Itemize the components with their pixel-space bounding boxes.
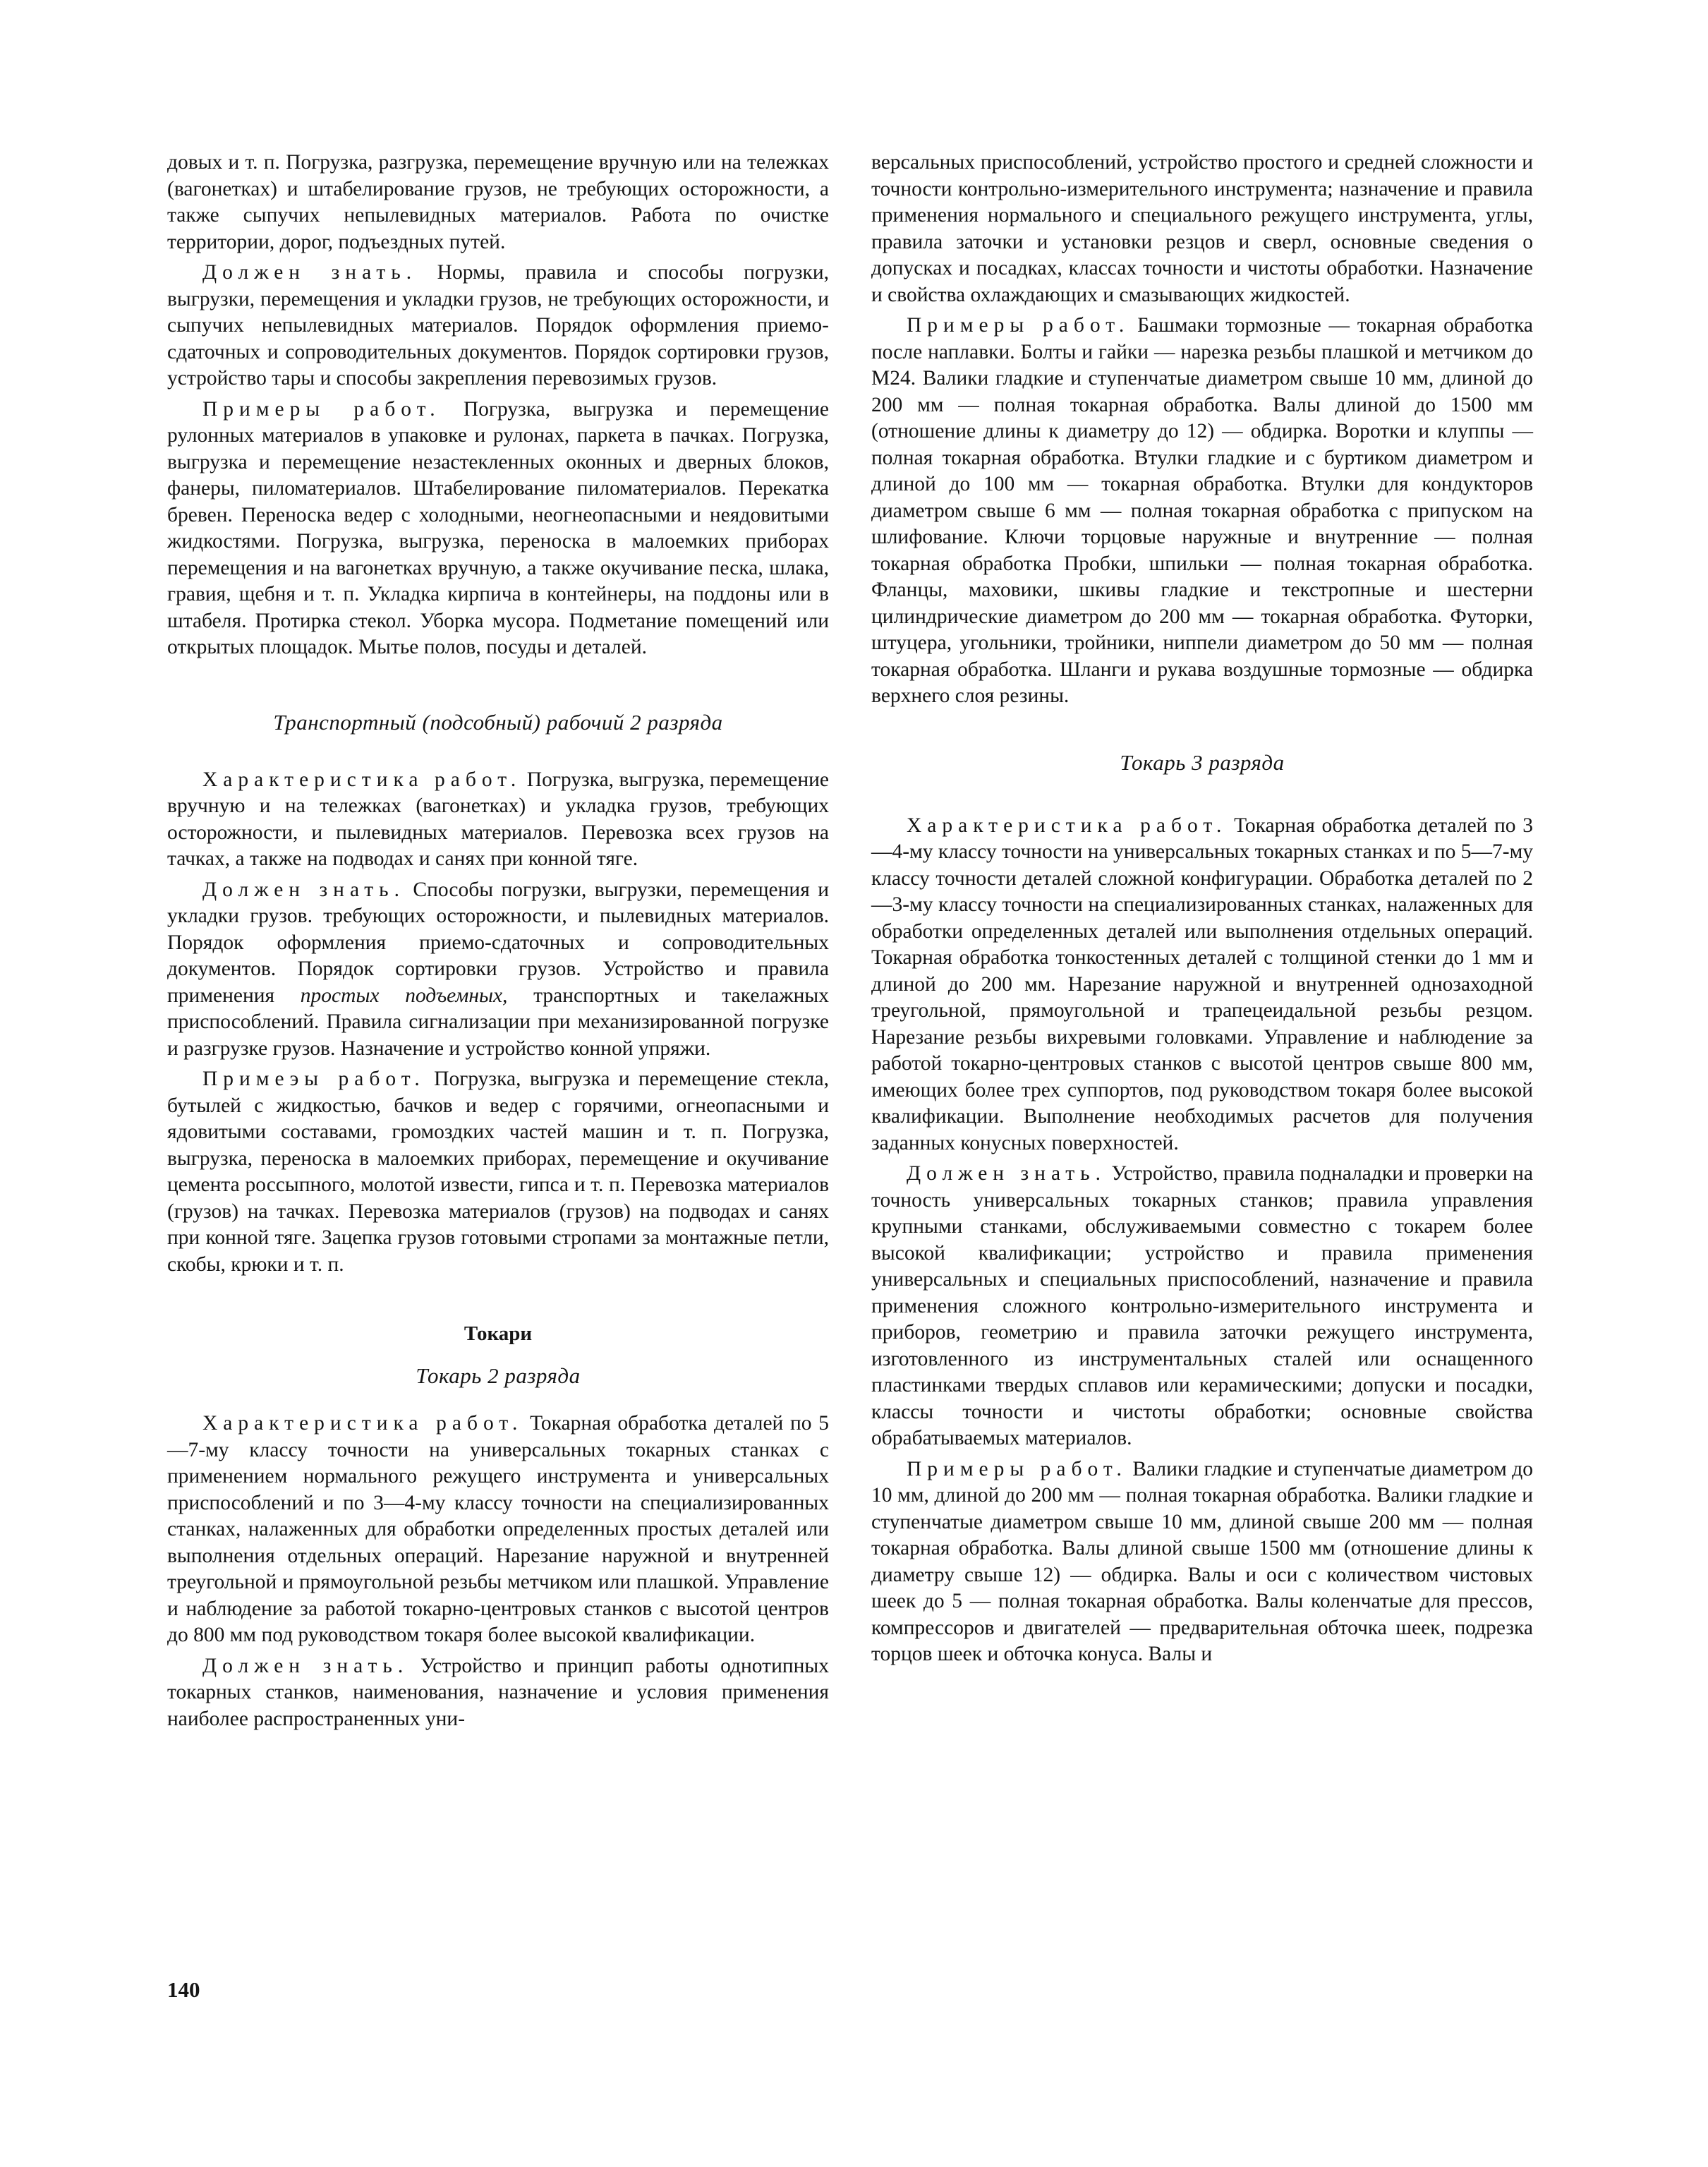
right-column — [871, 150, 1533, 1668]
intro-paragraph — [167, 150, 829, 255]
turner3-char-lead: Характеристика работ. — [907, 814, 1228, 837]
transport-examples-paragraph — [167, 1066, 829, 1278]
intro-text: довых и т. п. Погрузка, разгрузка, перемещение вручную или на тележках (вагонетках) и штабелирование грузов, не требующих осторожности, а также сыпучих непылевидных материалов. Работа по очистке территории, дорог, подъездных путей. — [167, 151, 829, 253]
knows-lead: Должен знать. — [202, 261, 418, 284]
turner3-knows-lead: Должен знать. — [907, 1162, 1106, 1185]
turner3-char-text: Токарная обработка деталей по 3—4-му классу точности на универсальных токарных станках и по 5—7-му классу точности деталей сложной конфигурации. Обработка деталей по 2—3-му классу точности на специализированных станках, налаженных для обработки определенных деталей или выполнения отдельных операций. Токарная обработка тонкостенных деталей с толщиной стенки до 1 мм и длиной до 200 мм. Нарезание наружной и внутренней однозаходной треугольной, прямоугольной и трапецеидальной резьбы резцом. Нарезание резьбы вихревыми головками. Управление и наблюдение за работой токарно-центровых станков с высотой центров свыше 800 мм, имеющих более трех суппортов, под руководством токаря более высокой квалификации. Выполнение необходимых расчетов для получения заданных конусных поверхностей. — [871, 814, 1533, 1154]
turner3-knows-text: Устройство, правила подналадки и проверки на точность универсальных токарных станков; правила управления крупными станками, обслуживаемыми совместно с токарем более высокой квалификации; устройство и правила применения универсальных и специальных приспособлений, назначение и правила применения сложного контрольно-измерительного инструмента и приборов, геометрию и правила заточки режущего инструмента, изготовленного из инструментальных сталей или оснащенного пластинками твердых сплавов или керамическими; допуски и посадки, классы точности и чистоты обработки; основные свойства обрабатываемых материалов. — [871, 1162, 1533, 1449]
turner2-char-paragraph — [167, 1411, 829, 1649]
examples-lead: Примеры работ. — [202, 397, 441, 421]
turner2-knows-text: Устройство и принцип работы однотипных токарных станков, наименования, назначение и условия применения наиболее распространенных уни- — [167, 1654, 829, 1730]
transport-char-text: Погрузка, выгрузка, перемещение вручную и на тележках (вагонетках) и укладка грузов, требующих осторожности, и пылевидных материалов. Перевозка всех грузов на тачках, а также на подводах и санях при конной тяге. — [167, 768, 829, 870]
turner2-examples-lead: Примеры работ. — [907, 314, 1130, 337]
transport-knows-text-a: Способы погрузки, выгрузки, перемещения и укладки грузов. требующих осторожности, и пылевидных материалов. Порядок оформления приемо-сдаточных и сопроводительных документов. Порядок сортировки грузов. Устройство и правила применения — [167, 878, 829, 1007]
page-number: 140 — [167, 1977, 200, 2002]
continuation-text: версальных приспособлений, устройство простого и средней сложности и точности контрольно-измерительного инструмента; назначение и правила применения нормального и специального режущего инструмента, углы, правила заточки и установки резцов и сверл, основные сведения о допусках и посадках, классах точности и чистоты обработки. Назначение и свойства охлаждающих и смазывающих жидкостей. — [871, 151, 1533, 306]
turner3-examples-text: Валики гладкие и ступенчатые диаметром до 10 мм, длиной до 200 мм — полная токарная обработка. Валики гладкие и ступенчатые диаметром свыше 10 мм, длиной свыше 200 мм — полная токарная обработка. Валы длиной свыше 1500 мм (отношение длины к диаметру свыше 12) — обдирка. Валы и оси с количеством чистовых шеек до 5 — полная токарная обработка. Валы коленчатые для прессов, компрессоров и двигателей — предварительная обточка шеек, подрезка торцов шеек и обточка конуса. Валы и — [871, 1457, 1534, 1665]
continuation-paragraph — [871, 150, 1533, 308]
turners-section-title: Токари — [464, 1322, 533, 1345]
knows-paragraph — [167, 260, 829, 392]
transport-knows-italic: простых подъемных, — [300, 984, 508, 1007]
turner3-knows-paragraph — [871, 1161, 1533, 1452]
turner2-char-lead: Характеристика работ. — [202, 1412, 523, 1435]
transport-knows-lead: Должен знать. — [202, 878, 405, 901]
transport-examples-lead: Примеэы работ. — [202, 1068, 425, 1090]
turner-2-title: Токарь 2 разряда — [416, 1363, 581, 1388]
turner3-char-paragraph — [871, 813, 1533, 1157]
turner2-knows-lead: Должен знать. — [202, 1654, 409, 1677]
turner2-char-text: Токарная обработка деталей по 5—7-му классу точности на универсальных токарных станках с применением нормального режущего инструмента и универсальных приспособлений и по 3—4-му классу точности на специализированных станках, налаженных для обработки определенных простых деталей или выполнения отдельных операций. Нарезание наружной и внутренней треугольной и прямоугольной резьбы метчиком или плашкой. Управление и наблюдение за работой токарно-центровых станков с высотой центров до 800 мм под руководством токаря более высокой квалификации. — [167, 1412, 829, 1646]
transport-worker-title: Транспортный (подсобный) рабочий 2 разряда — [273, 709, 723, 735]
transport-examples-text: Погрузка, выгрузка и перемещение стекла, бутылей с жидкостью, бачков и ведер с горячими, огнеопасными и ядовитыми составами, громоздких частей машин и т. п. Погрузка, выгрузка, переноска в малоемких приборах, перемещение и окучивание цемента россыпного, молотой извести, гипса и т. п. Перевозка материалов (грузов) на тачках. Перевозка материалов (грузов) на подводах и санях при конной тяге. Зацепка грузов готовыми стропами за монтажные петли, скобы, крюки и т. п. — [167, 1068, 829, 1276]
transport-char-paragraph — [167, 767, 829, 873]
transport-knows-text-b: транспортных и такелажных приспособлений. Правила сигнализации при механизированной погрузке и разгрузке грузов. Назначение и устройство конной упряжи. — [167, 984, 829, 1060]
transport-char-lead: Характеристика работ. — [202, 768, 522, 791]
knows-text: Нормы, правила и способы погрузки, выгрузки, перемещения и укладки грузов, не требующих осторожности, и сыпучих непылевидных материалов. Порядок оформления приемо-сдаточных и сопроводительных документов. Порядок сортировки грузов, устройство тары и способы закрепления перевозимых грузов. — [167, 261, 829, 390]
turner3-examples-paragraph — [871, 1456, 1533, 1668]
turner3-examples-lead: Примеры работ. — [907, 1457, 1127, 1480]
turner2-examples-text: Башмаки тормозные — токарная обработка после наплавки. Болты и гайки — нарезка резьбы плашкой и метчиком до М24. Валики гладкие и ступенчатые диаметром свыше 10 мм, длиной до 200 мм — полная токарная обработка. Валы длиной до 1500 мм (отношение длины к диаметру до 12) — обдирка. Воротки и клуппы — полная токарная обработка. Втулки гладкие и с буртиком диаметром и длиной до 100 мм — токарная обработка. Втулки для кондукторов диаметром свыше 6 мм — полная токарная обработка с припуском на шлифование. Ключи торцовые наружные и внутренние — полная токарная обработка Пробки, шпильки — полная токарная обработка. Фланцы, маховики, шкивы гладкие и текстропные и шестерни цилиндрические диаметром до 200 мм — токарная обработка. Футорки, штуцера, угольники, тройники, ниппели диаметром до 50 мм — полная токарная обработка. Шланги и рукава воздушные тормозные — обдирка верхнего слоя резины. — [871, 314, 1533, 707]
transport-knows-paragraph — [167, 877, 829, 1063]
turner2-examples-paragraph — [871, 313, 1533, 710]
turner2-knows-paragraph — [167, 1653, 829, 1733]
left-column — [167, 150, 829, 1732]
examples-paragraph — [167, 397, 829, 661]
examples-text: Погрузка, выгрузка и перемещение рулонных материалов в упаковке и рулонах, паркета в пачках. Погрузка, выгрузка и перемещение незастекленных оконных и дверных блоков, фанеры, пиломатериалов. Штабелирование пиломатериалов. Перекатка бревен. Переноска ведер с холодными, неогнеопасными и неядовитыми жидкостями. Погрузка, выгрузка, переноска в малоемких приборах перемещения и на вагонетках вручную, а также окучивание песка, шлака, гравия, щебня и т. п. Укладка кирпича в контейнеры, на поддоны или в штабеля. Протирка стекол. Уборка мусора. Подметание помещений или открытых площадок. Мытье полов, посуды и деталей. — [167, 397, 829, 658]
turner-3-title: Токарь 3 разряда — [1120, 749, 1285, 775]
